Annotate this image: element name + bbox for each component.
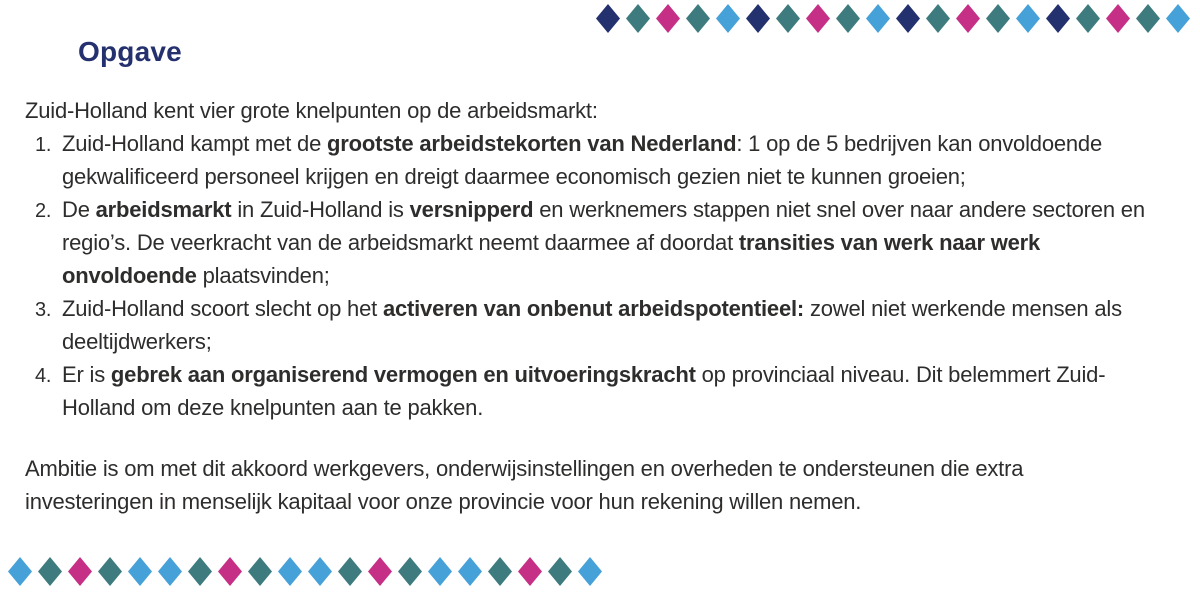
list-item [25,358,1155,424]
teal-diamond [488,557,512,586]
magenta-diamond [68,557,92,586]
teal-diamond [98,557,122,586]
lightblue-diamond [1016,4,1040,33]
knelpunten-list [25,127,1155,424]
intro-text: Zuid-Holland kent vier grote knelpunten op de arbeidsmarkt: [25,98,598,123]
list-item-number: 4. [35,365,52,387]
magenta-diamond [218,557,242,586]
list-item [25,127,1155,193]
navy-diamond [1046,4,1070,33]
magenta-diamond [518,557,542,586]
lightblue-diamond [128,557,152,586]
ambition-text: Ambitie is om met dit akkoord werkgevers, onderwijsinstellingen en overheden te ondersteunen die extra investeringen in menselijk kapitaal voor onze provincie voor hun rekening willen nemen. [25,456,1024,514]
teal-diamond [626,4,650,33]
teal-diamond [926,4,950,33]
list-item-number: 2. [35,200,52,222]
magenta-diamond [656,4,680,33]
lightblue-diamond [866,4,890,33]
lightblue-diamond [8,557,32,586]
teal-diamond [776,4,800,33]
magenta-diamond [1106,4,1130,33]
list-item-number: 3. [35,299,52,321]
lightblue-diamond [308,557,332,586]
teal-diamond [986,4,1010,33]
teal-diamond [38,557,62,586]
teal-diamond [248,557,272,586]
teal-diamond [1076,4,1100,33]
content [25,94,1180,518]
teal-diamond [548,557,572,586]
lightblue-diamond [1166,4,1190,33]
teal-diamond [836,4,860,33]
list-item-text: Zuid-Holland scoort slecht op het activeren van onbenut arbeidspotentieel: zowel niet werkende mensen als deeltijdwerkers; [62,296,1122,354]
magenta-diamond [806,4,830,33]
navy-diamond [596,4,620,33]
list-item [25,292,1155,358]
list-item-text: Zuid-Holland kampt met de grootste arbeidstekorten van Nederland: 1 op de 5 bedrijven kan onvoldoende gekwalificeerd personeel krijgen en dreigt daarmee economisch gezien niet te kunnen groeien; [62,131,1102,189]
lightblue-diamond [278,557,302,586]
magenta-diamond [368,557,392,586]
lightblue-diamond [158,557,182,586]
list-item-text: Er is gebrek aan organiserend vermogen en uitvoeringskracht op provinciaal niveau. Dit belemmert Zuid-Holland om deze knelpunten aan te pakken. [62,362,1106,420]
teal-diamond [338,557,362,586]
diamond-strip-bottom [8,557,602,586]
lightblue-diamond [578,557,602,586]
navy-diamond [746,4,770,33]
page-title: Opgave [78,36,182,67]
teal-diamond [188,557,212,586]
diamond-strip-top [596,4,1190,33]
list-item-text: De arbeidsmarkt in Zuid-Holland is versnipperd en werknemers stappen niet snel over naar andere sectoren en regio’s. De veerkracht van de arbeidsmarkt neemt daarmee af doordat transities van werk naar werk onvoldoende plaatsvinden; [62,197,1145,288]
lightblue-diamond [428,557,452,586]
teal-diamond [1136,4,1160,33]
lightblue-diamond [458,557,482,586]
lightblue-diamond [716,4,740,33]
teal-diamond [398,557,422,586]
teal-diamond [686,4,710,33]
navy-diamond [896,4,920,33]
magenta-diamond [956,4,980,33]
list-item-number: 1. [35,134,52,156]
list-item [25,193,1155,292]
